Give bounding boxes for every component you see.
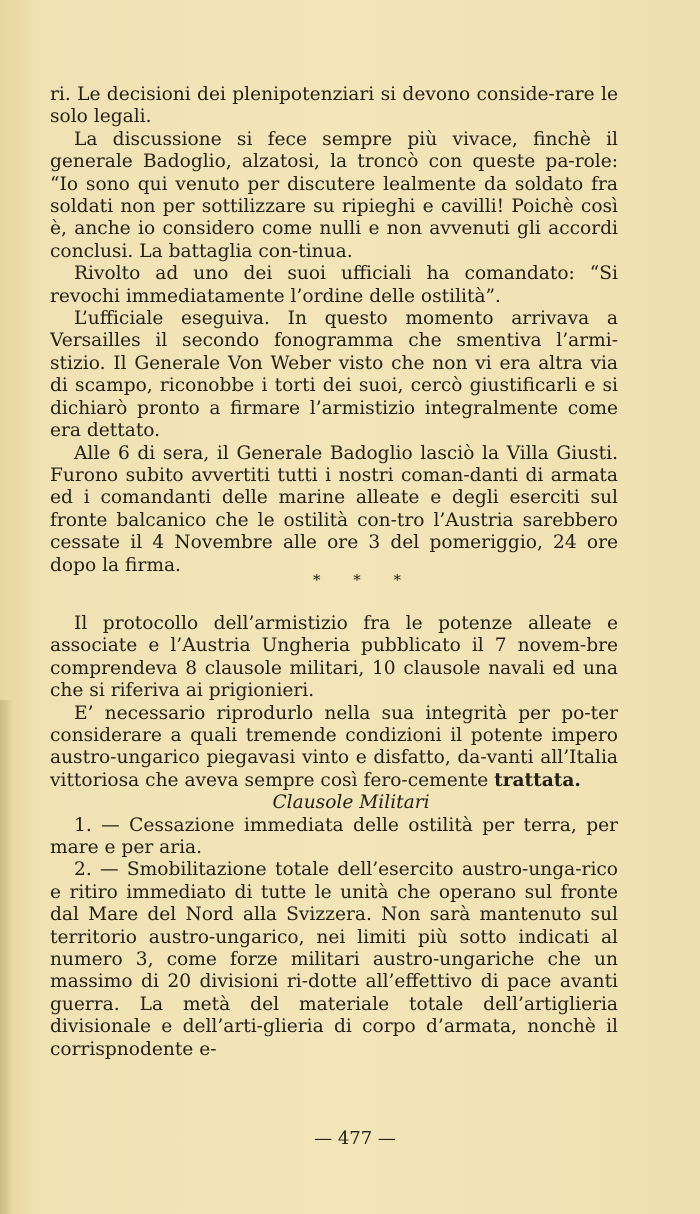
page-number: — 477 — <box>314 1128 396 1149</box>
spacer <box>50 591 618 613</box>
paragraph-protocol: Il protocollo dell’armistizio fra le potenze alleate e associate e l’Austria Ungheria pubblicato il 7 novem-bre comprendeva 8 clausole militari, 10 clausole navali ed una che si riferiva ai prigionieri. <box>50 612 618 702</box>
paragraph-necessary <box>50 703 618 793</box>
paragraph-discussion: La discussione si fece sempre più vivace, finchè il generale Badoglio, alzatosi, la troncò con queste pa-role: “Io sono qui venuto per discutere lealmente da soldato fra soldati non per sottilizzare su ripieghi e cavilli! Poichè così è, anche io considero come nulli e non avvenuti gli accordi conclusi. La battaglia con-tinua. <box>50 128 618 262</box>
clause-2: 2. — Smobilitazione totale dell’esercito austro-unga-rico e ritiro immediato di tutte le unità che operano sul fronte dal Mare del Nord alla Svizzera. Non sarà mantenuto sul territorio austro-ungarico, nei limiti più sotto indicati al numero 3, come forze militari austro-ungariche che un massimo di 20 divisioni ri-dotte all’effettivo di pace avanti guerra. La metà del materiale totale dell’artiglieria divisionale e dell’arti-glieria di corpo d’armata, nonchè il corrispnodente e- <box>50 859 618 1060</box>
clause-1: 1. — Cessazione immediata delle ostilità per terra, per mare e per aria. <box>50 814 618 858</box>
paragraph-officer: L’ufficiale eseguiva. In questo momento arrivava a Versailles il secondo fonogramma che smentiva l’armi-stizio. Il Generale Von Weber visto che non vi era altra via di scampo, riconobbe i torti dei suoi, cercò giustificarli e si dichiarò pronto a firmare l’armistizio integralmente come era dettato. <box>50 308 618 442</box>
subheading: Clausole Militari <box>272 792 430 814</box>
paragraph-evening: Alle 6 di sera, il Generale Badoglio lasciò la Villa Giusti. Furono subito avvertiti tutti i nostri coman-danti di armata ed i comandanti delle marine alleate e degli eserciti sul fronte balcanico che le ostilità con-tro l’Austria sarebbero cessate il 4 Novembre alle ore 3 del pomeriggio, 24 ore dopo la firma. <box>50 442 618 576</box>
paragraph-necessary-text: E’ necessario riprodurlo nella sua integrità per po-ter considerare a quali tremende condizioni il potente impero austro-ungarico piegavasi vinto e disfatto, da-vanti all’Italia vittoriosa che aveva sempre così fero-cemente <box>50 702 618 791</box>
paragraph-order: Rivolto ad uno dei suoi ufficiali ha comandato: “Si revochi immediatamente l’ordine delle ostilità”. <box>50 263 618 307</box>
section-separator: * * * <box>312 570 416 589</box>
body-text <box>50 84 618 1061</box>
bold-word: trattata. <box>494 769 581 791</box>
paragraph-continuation: ri. Le decisioni dei plenipotenziari si devono conside-rare le solo legali. <box>50 84 618 128</box>
